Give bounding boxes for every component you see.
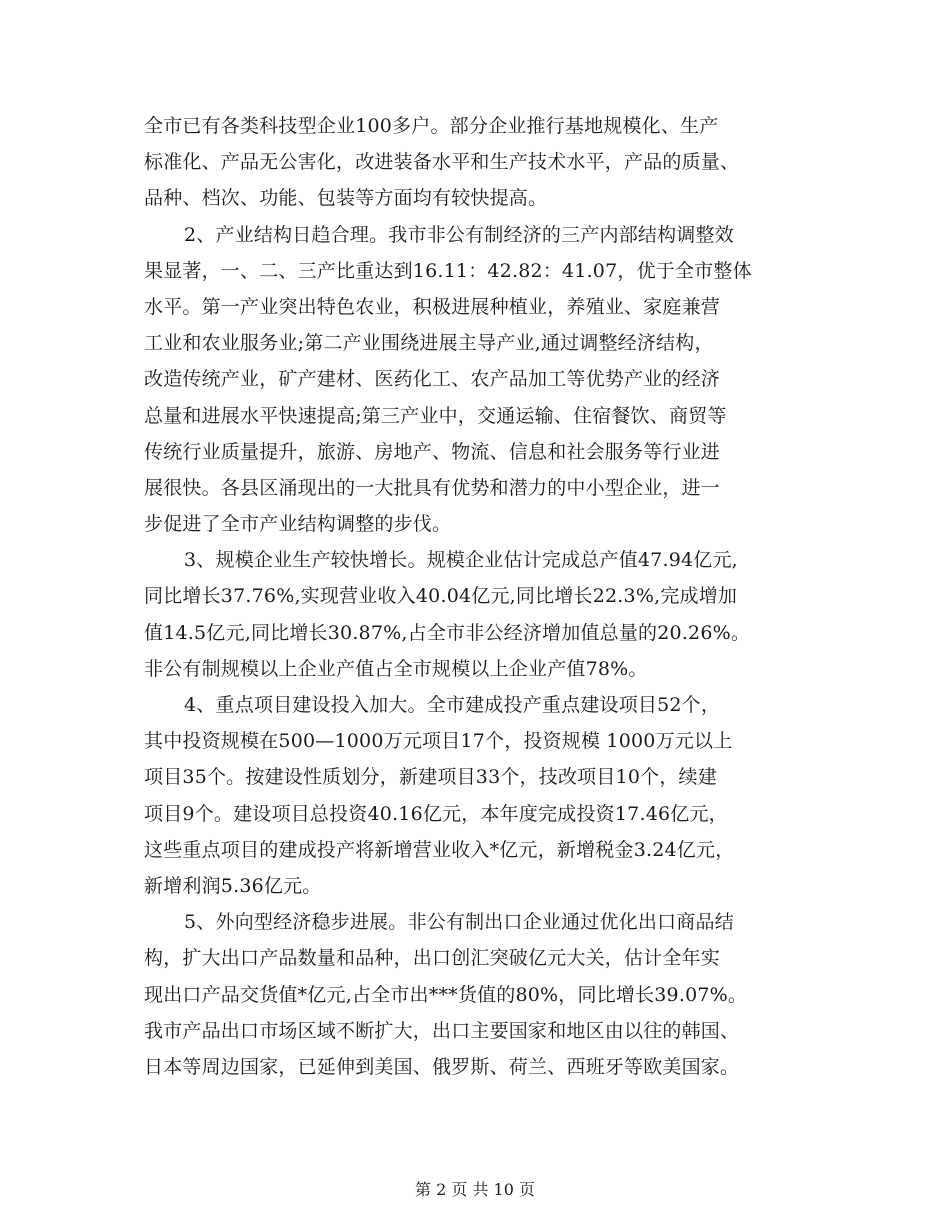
text-line: 非公有制规模以上企业产值占全市规模以上企业产值78%。 — [144, 657, 648, 680]
text-line: 全市已有各类科技型企业100多户。部分企业推行基地规模化、生产 — [144, 115, 719, 137]
text-line: 品种、档次、功能、包装等方面均有较快提高。 — [144, 187, 548, 210]
text-line: 项目35个。按建设性质划分，新建项目33个，技改项目10个，续建 — [144, 766, 717, 789]
text-line: 我市产品出口市场区域不断扩大，出口主要国家和地区由以往的韩国、 — [144, 1019, 740, 1042]
document-body — [144, 108, 814, 1085]
text-line: 项目9个。建设项目总投资40.16亿元，本年度完成投资17.46亿元， — [144, 802, 728, 825]
text-line: 水平。第一产业突出特色农业，积极进展种植业，养殖业、家庭兼营 — [144, 295, 721, 318]
text-line: 改造传统产业，矿产建材、医药化工、农产品加工等优势产业的经济 — [144, 368, 721, 391]
text-line: 果显著，一、二、三产比重达到16.11：42.82：41.07，优于全市整体 — [144, 259, 752, 282]
text-line: 日本等周边国家，已延伸到美国、俄罗斯、荷兰、西班牙等欧美国家。 — [144, 1055, 740, 1078]
text-line: 值14.5亿元,同比增长30.87%,占全市非公经济增加值总量的20.26%。 — [144, 621, 751, 644]
text-line: 展很快。各县区涌现出的一大批具有优势和潜力的中小型企业，进一 — [144, 476, 721, 499]
text-line: 工业和农业服务业;第二产业围绕进展主导产业,通过调整经济结构， — [144, 332, 714, 355]
text-line: 这些重点项目的建成投产将新增营业收入*亿元，新增税金3.24亿元， — [144, 838, 735, 861]
text-line: 构，扩大出口产品数量和品种，出口创汇突破亿元大关，估计全年实 — [144, 947, 721, 970]
text-line: 现出口产品交货值*亿元,占全市出***货值的80%，同比增长39.07%。 — [144, 983, 748, 1006]
paragraph-start-line: 2、产业结构日趋合理。我市非公有制经济的三产内部结构调整效 — [184, 223, 734, 246]
paragraph-start-line: 5、外向型经济稳步进展。非公有制出口企业通过优化出口商品结 — [184, 911, 734, 934]
text-line: 新增利润5.36亿元。 — [144, 874, 322, 897]
text-line: 总量和进展水平快速提高;第三产业中，交通运输、住宿餐饮、商贸等 — [144, 404, 727, 427]
page-footer: 第 2 页 共 10 页 — [415, 1180, 535, 1199]
text-line: 同比增长37.76%,实现营业收入40.04亿元,同比增长22.3%,完成增加 — [144, 585, 738, 608]
text-line: 其中投资规模在500—1000万元项目17个，投资规模 1000万元以上 — [144, 730, 733, 753]
text-line: 传统行业质量提升，旅游、房地产、物流、信息和社会服务等行业进 — [144, 440, 721, 463]
paragraph-start-line: 3、规模企业生产较快增长。规模企业估计完成总产值47.94亿元, — [184, 549, 738, 572]
text-line: 标准化、产品无公害化，改进装备水平和生产技术水平，产品的质量、 — [144, 151, 740, 174]
paragraph-start-line: 4、重点项目建设投入加大。全市建成投产重点建设项目52个， — [184, 694, 721, 716]
text-line: 步促进了全市产业结构调整的步伐。 — [144, 513, 452, 536]
